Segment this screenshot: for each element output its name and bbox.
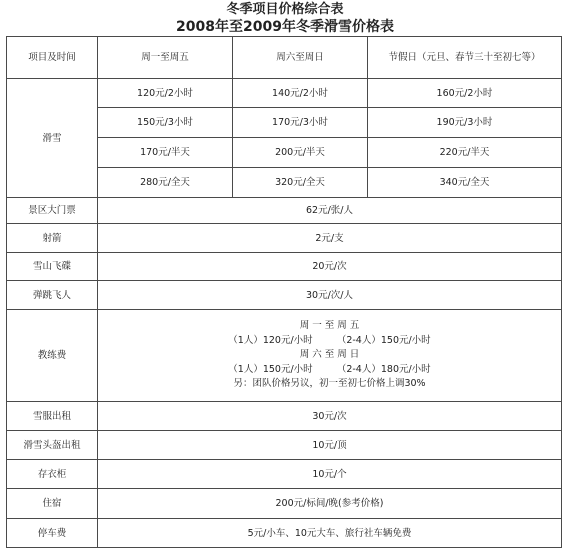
ski-price: 160元/2小时 (368, 79, 562, 108)
item-label: 射箭 (7, 224, 98, 253)
header-item: 项目及时间 (7, 37, 98, 79)
item-value: 10元/个 (98, 460, 562, 489)
item-row (7, 519, 562, 548)
header-row (7, 37, 562, 79)
item-value: 62元/张/人 (98, 198, 562, 224)
item-value: 200元/标间/晚(参考价格) (98, 489, 562, 519)
ski-label: 滑雪 (7, 79, 98, 198)
ski-price: 200元/半天 (233, 138, 368, 168)
coach-line: （1人）150元/小时 （2-4人）180元/小时 (228, 363, 431, 375)
item-label: 停车费 (7, 519, 98, 548)
item-row (7, 281, 562, 310)
item-value: 30元/次 (98, 402, 562, 431)
coach-row (7, 310, 562, 402)
item-row (7, 431, 562, 460)
ski-price: 140元/2小时 (233, 79, 368, 108)
item-row (7, 402, 562, 431)
item-label: 住宿 (7, 489, 98, 519)
price-table (6, 36, 562, 548)
item-label: 滑雪头盔出租 (7, 431, 98, 460)
coach-details (98, 310, 562, 402)
item-row (7, 198, 562, 224)
item-row (7, 489, 562, 519)
item-value: 5元/小车、10元大车、旅行社车辆免费 (98, 519, 562, 548)
coach-line: 周 一 至 周 五 (299, 320, 360, 332)
ski-price: 170元/3小时 (233, 108, 368, 138)
item-label: 景区大门票 (7, 198, 98, 224)
coach-line: （1人）120元/小时 （2-4人）150元/小时 (228, 334, 431, 346)
header-holiday: 节假日（元旦、春节三十至初七等） (368, 37, 562, 79)
item-value: 30元/次/人 (98, 281, 562, 310)
ski-price: 170元/半天 (98, 138, 233, 168)
page-subtitle: 2008年至2009年冬季滑雪价格表 (176, 19, 394, 35)
item-row (7, 253, 562, 281)
header-weekday: 周一至周五 (98, 37, 233, 79)
ski-price: 120元/2小时 (98, 79, 233, 108)
title-block (0, 0, 570, 36)
item-value: 20元/次 (98, 253, 562, 281)
page-title: 冬季项目价格综合表 (226, 2, 344, 17)
item-row (7, 224, 562, 253)
item-value: 2元/支 (98, 224, 562, 253)
ski-price: 280元/全天 (98, 168, 233, 198)
ski-row (7, 79, 562, 108)
ski-price: 320元/全天 (233, 168, 368, 198)
coach-label: 教练费 (7, 310, 98, 402)
ski-price: 190元/3小时 (368, 108, 562, 138)
item-label: 存衣柜 (7, 460, 98, 489)
coach-line: 周 六 至 周 日 (299, 349, 360, 361)
ski-price: 220元/半天 (368, 138, 562, 168)
ski-price: 340元/全天 (368, 168, 562, 198)
item-value: 10元/顶 (98, 431, 562, 460)
item-label: 弹跳飞人 (7, 281, 98, 310)
item-label: 雪山飞碟 (7, 253, 98, 281)
header-weekend: 周六至周日 (233, 37, 368, 79)
coach-line: 另：团队价格另议，初一至初七价格上调30% (233, 378, 426, 390)
item-row (7, 460, 562, 489)
item-label: 雪服出租 (7, 402, 98, 431)
ski-price: 150元/3小时 (98, 108, 233, 138)
